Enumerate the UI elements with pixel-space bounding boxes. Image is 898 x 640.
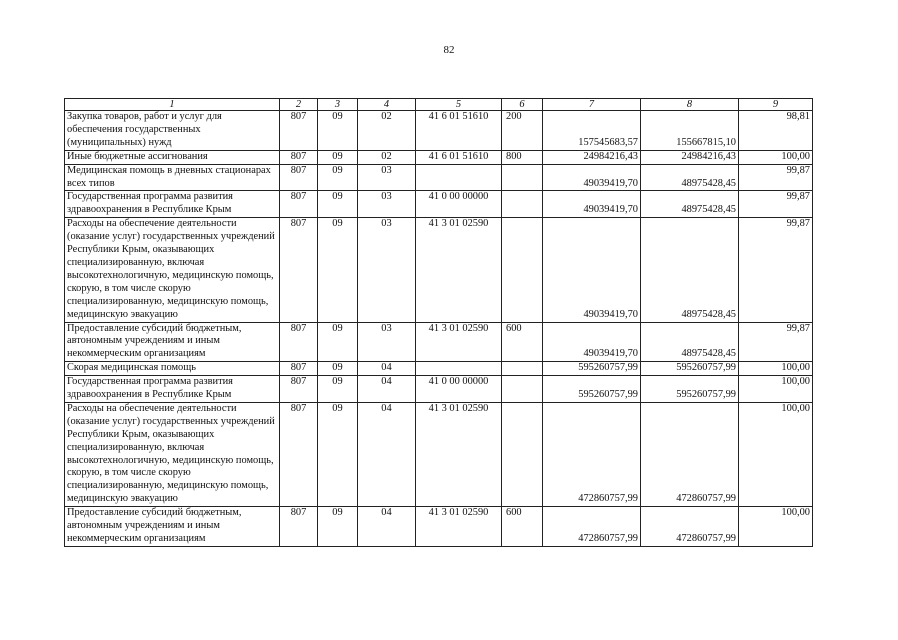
row-pr: 04	[358, 376, 416, 403]
row-grbs: 807	[280, 362, 318, 376]
page-number: 82	[443, 44, 455, 56]
row-pct: 100,00	[739, 376, 813, 403]
row-pr: 03	[358, 218, 416, 322]
row-fact: 472860757,99	[641, 402, 739, 506]
row-fact: 48975428,45	[641, 191, 739, 218]
row-pct: 100,00	[739, 150, 813, 164]
row-rz: 09	[318, 322, 358, 362]
table-row	[65, 322, 813, 362]
row-grbs: 807	[280, 218, 318, 322]
row-plan: 49039419,70	[543, 164, 641, 191]
row-pct: 99,87	[739, 218, 813, 322]
row-name: Иные бюджетные ассигнования	[65, 150, 280, 164]
column-header: 3	[318, 99, 358, 111]
column-header: 8	[641, 99, 739, 111]
row-rz: 09	[318, 507, 358, 547]
row-rz: 09	[318, 362, 358, 376]
row-rz: 09	[318, 376, 358, 403]
row-rz: 09	[318, 150, 358, 164]
row-fact: 595260757,99	[641, 362, 739, 376]
row-pct: 98,81	[739, 111, 813, 151]
row-csr: 41 3 01 02590	[416, 402, 502, 506]
table-row	[65, 218, 813, 322]
table-row	[65, 150, 813, 164]
row-vr	[502, 402, 543, 506]
budget-table	[64, 98, 813, 547]
row-grbs: 807	[280, 164, 318, 191]
column-header: 1	[65, 99, 280, 111]
row-grbs: 807	[280, 322, 318, 362]
row-vr	[502, 191, 543, 218]
row-fact: 48975428,45	[641, 322, 739, 362]
row-name: Закупка товаров, работ и услуг для обеспечения государственных (муниципальных) нужд	[65, 111, 280, 151]
row-pr: 04	[358, 507, 416, 547]
row-plan: 595260757,99	[543, 362, 641, 376]
row-fact: 48975428,45	[641, 164, 739, 191]
row-grbs: 807	[280, 150, 318, 164]
row-grbs: 807	[280, 402, 318, 506]
row-fact: 595260757,99	[641, 376, 739, 403]
row-pr: 04	[358, 402, 416, 506]
row-rz: 09	[318, 164, 358, 191]
row-rz: 09	[318, 218, 358, 322]
row-pct: 99,87	[739, 322, 813, 362]
row-fact: 24984216,43	[641, 150, 739, 164]
row-name: Скорая медицинская помощь	[65, 362, 280, 376]
row-grbs: 807	[280, 507, 318, 547]
row-name: Предоставление субсидий бюджетным, автономным учреждениям и иным некоммерческим организациям	[65, 507, 280, 547]
row-plan: 49039419,70	[543, 218, 641, 322]
table-row	[65, 111, 813, 151]
row-plan: 472860757,99	[543, 507, 641, 547]
row-vr	[502, 164, 543, 191]
table-row	[65, 191, 813, 218]
row-name: Предоставление субсидий бюджетным, автономным учреждениям и иным некоммерческим организациям	[65, 322, 280, 362]
column-header: 4	[358, 99, 416, 111]
row-plan: 49039419,70	[543, 322, 641, 362]
row-csr: 41 3 01 02590	[416, 218, 502, 322]
row-name: Расходы на обеспечение деятельности (оказание услуг) государственных учреждений Республики Крым, оказывающих специализированную, включая высокотехнологичную, медицинскую помощь, скорую, в том числе скорую специализированную, медицинскую помощь, медицинскую эвакуацию	[65, 218, 280, 322]
row-name: Государственная программа развития здравоохранения в Республике Крым	[65, 191, 280, 218]
row-plan: 595260757,99	[543, 376, 641, 403]
row-name: Медицинская помощь в дневных стационарах всех типов	[65, 164, 280, 191]
row-vr: 200	[502, 111, 543, 151]
table-row	[65, 164, 813, 191]
row-pr: 03	[358, 322, 416, 362]
column-header: 6	[502, 99, 543, 111]
row-pct: 99,87	[739, 191, 813, 218]
row-plan: 24984216,43	[543, 150, 641, 164]
column-header: 5	[416, 99, 502, 111]
row-rz: 09	[318, 402, 358, 506]
row-csr: 41 6 01 51610	[416, 150, 502, 164]
row-fact: 472860757,99	[641, 507, 739, 547]
row-rz: 09	[318, 111, 358, 151]
row-grbs: 807	[280, 376, 318, 403]
row-vr: 800	[502, 150, 543, 164]
row-vr	[502, 362, 543, 376]
column-header: 7	[543, 99, 641, 111]
row-pr: 02	[358, 111, 416, 151]
row-pr: 02	[358, 150, 416, 164]
row-fact: 48975428,45	[641, 218, 739, 322]
row-csr	[416, 362, 502, 376]
row-pr: 04	[358, 362, 416, 376]
row-pct: 100,00	[739, 402, 813, 506]
row-csr: 41 0 00 00000	[416, 376, 502, 403]
row-plan: 49039419,70	[543, 191, 641, 218]
row-vr: 600	[502, 322, 543, 362]
row-grbs: 807	[280, 111, 318, 151]
row-csr: 41 3 01 02590	[416, 507, 502, 547]
row-fact: 155667815,10	[641, 111, 739, 151]
table-row	[65, 376, 813, 403]
row-plan: 157545683,57	[543, 111, 641, 151]
row-pct: 99,87	[739, 164, 813, 191]
row-csr: 41 3 01 02590	[416, 322, 502, 362]
row-pr: 03	[358, 191, 416, 218]
row-pct: 100,00	[739, 507, 813, 547]
column-header: 9	[739, 99, 813, 111]
table-header-row	[65, 99, 813, 111]
table-row	[65, 362, 813, 376]
row-vr	[502, 218, 543, 322]
row-name: Государственная программа развития здравоохранения в Республике Крым	[65, 376, 280, 403]
table-row	[65, 507, 813, 547]
row-pct: 100,00	[739, 362, 813, 376]
row-csr: 41 6 01 51610	[416, 111, 502, 151]
row-rz: 09	[318, 191, 358, 218]
row-vr	[502, 376, 543, 403]
table-row	[65, 402, 813, 506]
row-grbs: 807	[280, 191, 318, 218]
row-vr: 600	[502, 507, 543, 547]
row-csr: 41 0 00 00000	[416, 191, 502, 218]
row-pr: 03	[358, 164, 416, 191]
column-header: 2	[280, 99, 318, 111]
row-name: Расходы на обеспечение деятельности (оказание услуг) государственных учреждений Республики Крым, оказывающих специализированную, включая высокотехнологичную, медицинскую помощь, скорую, в том числе скорую специализированную, медицинскую помощь, медицинскую эвакуацию	[65, 402, 280, 506]
row-csr	[416, 164, 502, 191]
row-plan: 472860757,99	[543, 402, 641, 506]
